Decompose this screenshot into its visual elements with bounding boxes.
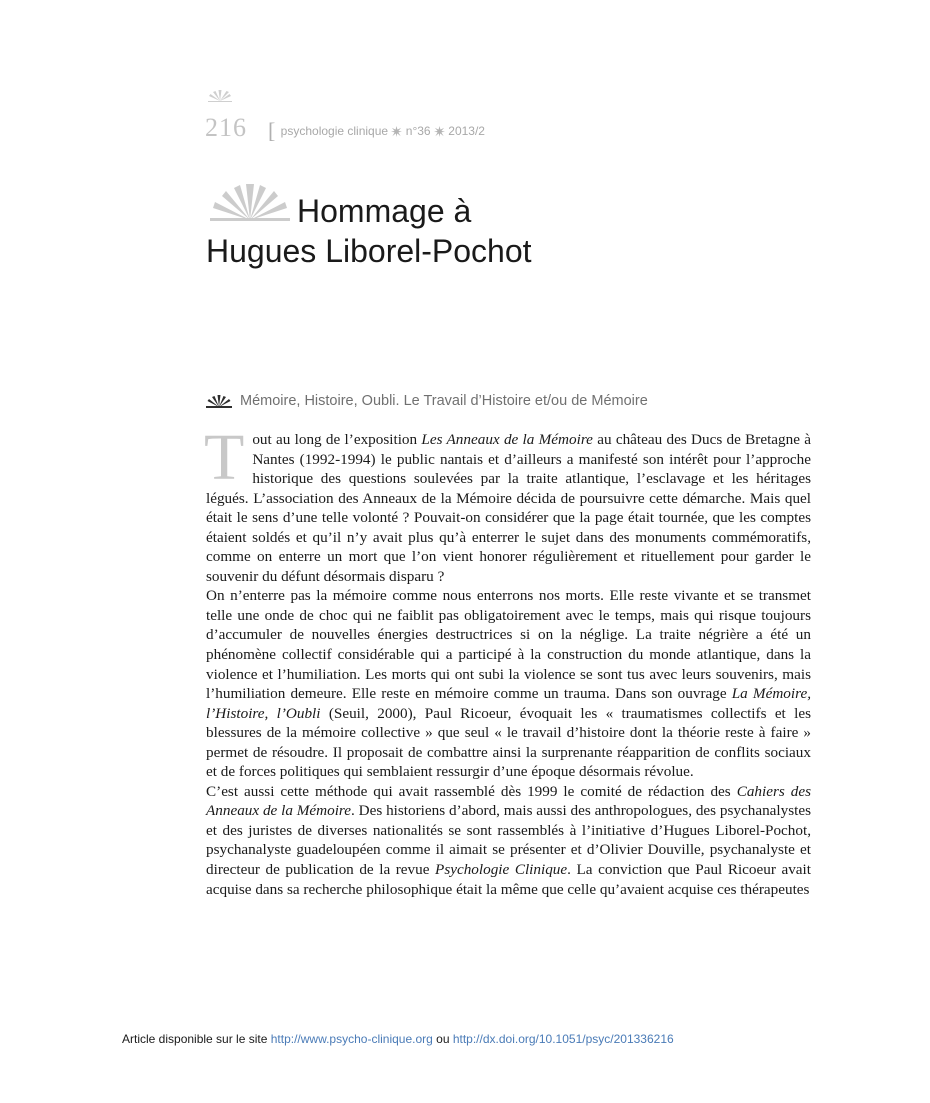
paragraph-1-text: au château des Ducs de Bretagne à Nantes (1992-1994) le public nantais et d’ailleurs a manifesté son intérêt pour l’approche historique des questions soulevées par la traite atlantique, l’esclavage et les héritages légués. L’association des Anneaux de la Mémoire décida de poursuivre cette démarche. Mais quel était le sens d’une telle volonté ? Pouvait-on considérer que la page était tournée, que les comptes étaient soldés et qu’il n’y avait plus qu’à enterrer le sujet dans des monuments commémoratifs, comme on enterre un mort que l’on vient honorer régulièrement et rituellement pour garder le souvenir du défunt désormais disparu ? (206, 431, 811, 585)
journal-name: psychologie clinique (280, 124, 389, 138)
section-heading: Mémoire, Histoire, Oubli. Le Travail d’Histoire et/ou de Mémoire (240, 393, 648, 409)
paragraph-3-text: . La conviction que Paul Ricoeur avait acquise dans sa recherche philosophique était la même que celle qu’avaient acquise ces thérapeutes (206, 861, 811, 898)
article-title (206, 191, 532, 271)
issue-year: 2013/2 (448, 124, 485, 138)
paragraph-3 (206, 782, 811, 899)
running-head-bracket: [ (268, 118, 276, 143)
journal-title: Cahiers des Anneaux de la Mémoire (206, 782, 812, 820)
star-icon (434, 126, 445, 137)
footer-prefix: Article disponible sur le site (122, 1032, 271, 1046)
paragraph-2-text: On n’enterre pas la mémoire comme nous enterrons nos morts. Elle reste vivante et se transmet telle une onde de choc qui ne faiblit pas obligatoirement avec le temps, mais qui risque toujours d’accumuler de nouvelles énergies destructrices si on la néglige. La traite négrière a été un phénomène collectif considérable qui a participé à la construction du monde atlantique, dans la violence et l’humiliation. Les morts qui ont subi la violence se sont tus avec leurs souvenirs, mais l’humiliation demeure. Elle reste en mémoire comme un trauma. Dans son ouvrage (206, 587, 811, 703)
exhibition-title: Les Anneaux de la Mémoire (421, 431, 593, 448)
site-link[interactable]: http://www.psycho-clinique.org (270, 1032, 433, 1046)
lotus-ornament-icon (207, 88, 233, 102)
title-line-2: Hugues Liborel-Pochot (206, 233, 532, 269)
review-title: Psychologie Clinique (435, 861, 568, 879)
star-icon (391, 126, 402, 137)
book-title: La Mémoire, l’Histoire, l’Oubli (206, 685, 811, 722)
page-number: 216 (205, 113, 247, 142)
article-body (204, 421, 812, 899)
paragraph-1 (204, 421, 811, 586)
paragraph-2-text: (Seuil, 2000), Paul Ricoeur, évoquait les « traumatismes collectifs et les blessures de la mémoire collective » que seul « le travail d’histoire dont la théorie reste à faire » permet de résoudre. Il proposait de combattre ainsi la surprenante réapparition de conflits sociaux et de forces politiques qui semblaient ressurgir d’une époque désormais révolue. (206, 704, 811, 781)
footer-middle: ou (432, 1032, 453, 1046)
drop-cap: T (204, 421, 245, 494)
doi-link[interactable]: http://dx.doi.org/10.1051/psyc/201336216 (452, 1032, 674, 1046)
footer-availability (122, 1031, 674, 1047)
lotus-ornament-icon (206, 394, 232, 408)
title-line-1: Hommage à (297, 193, 472, 229)
paragraph-3-text: C’est aussi cette méthode qui avait rassemblé dès 1999 le comité de rédaction des (206, 782, 737, 800)
running-head (268, 120, 485, 142)
issue-number: n°36 (405, 124, 431, 138)
paragraph-2 (206, 586, 811, 781)
paragraph-3-text: . Des historiens d’abord, mais aussi des anthropologues, des psychanalystes et des juristes de diverses nationalités se sont rassemblés à l’initiative d’Hugues Liborel-Pochot, psychanalyste guadeloupéen comme il aimait se présenter et d’Olivier Douville, psychanalyste et directeur de publication de la revue (206, 802, 812, 879)
paragraph-1-text: out au long de l’exposition (252, 431, 422, 448)
